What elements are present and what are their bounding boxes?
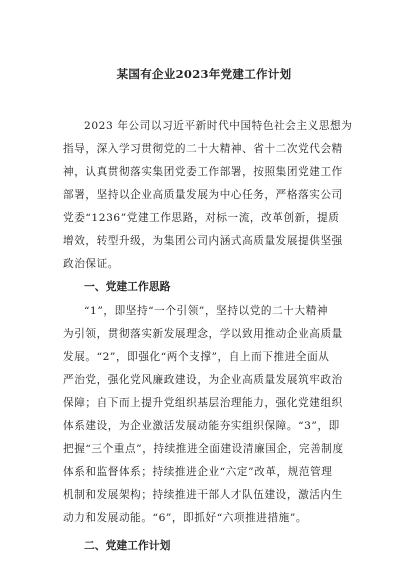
document-title: 某国有企业2023年党建工作计划: [116, 67, 292, 81]
intro-line: 政治保证。: [63, 258, 119, 270]
intro-line: 增效，转型升级，为集团公司内涵式高质量发展提供坚强: [63, 235, 343, 247]
section-1-line: 为引领，贯彻落实新发展理念，学以致用推动企业高质量: [63, 328, 343, 340]
intro-line: 指导，深入学习贯彻党的二十大精神、省十二次党代会精: [63, 143, 343, 155]
section-1-line: 保障；自下而上提升党组织基层治理能力，强化党建组织: [63, 397, 343, 409]
intro-line: 2023 年公司以习近平新时代中国特色社会主义思想为: [84, 120, 353, 132]
section-1-line: “1”，即坚持“一个引领”，坚持以党的二十大精神: [84, 305, 329, 317]
section-1-line: 把握“三个重点”，持续推进全面建设清廉国企，完善制度: [63, 443, 344, 455]
section-1-line: 动力和发展动能。“6”，即抓好“六项推进措施”。: [63, 512, 308, 524]
section-1-line: 体系和监督体系；持续推进企业“六定”改革，规范管理: [63, 466, 333, 478]
section-1-line: 发展。“2”，即强化“两个支撑”，自上而下推进全面从: [63, 351, 330, 363]
section-1-line: 严治党，强化党风廉政建设，为企业高质量发展筑牢政治: [63, 374, 343, 386]
section-heading-2: 二、党建工作计划: [84, 539, 171, 552]
section-heading-1: 一、党建工作思路: [84, 280, 171, 293]
section-1-line: 机制和发展架构；持续推进干部人才队伍建设，激活内生: [63, 489, 343, 501]
intro-line: 党委“1236”党建工作思路，对标一流，改革创新，提质: [63, 212, 340, 224]
intro-line: 神，认真贯彻落实集团党委工作部署，按照集团党建工作: [63, 166, 343, 178]
section-1-line: 体系建设，为企业激活发展动能夯实组织保障。“3”，即: [63, 420, 340, 432]
intro-line: 部署，坚持以企业高质量发展为中心任务，严格落实公司: [63, 189, 343, 201]
